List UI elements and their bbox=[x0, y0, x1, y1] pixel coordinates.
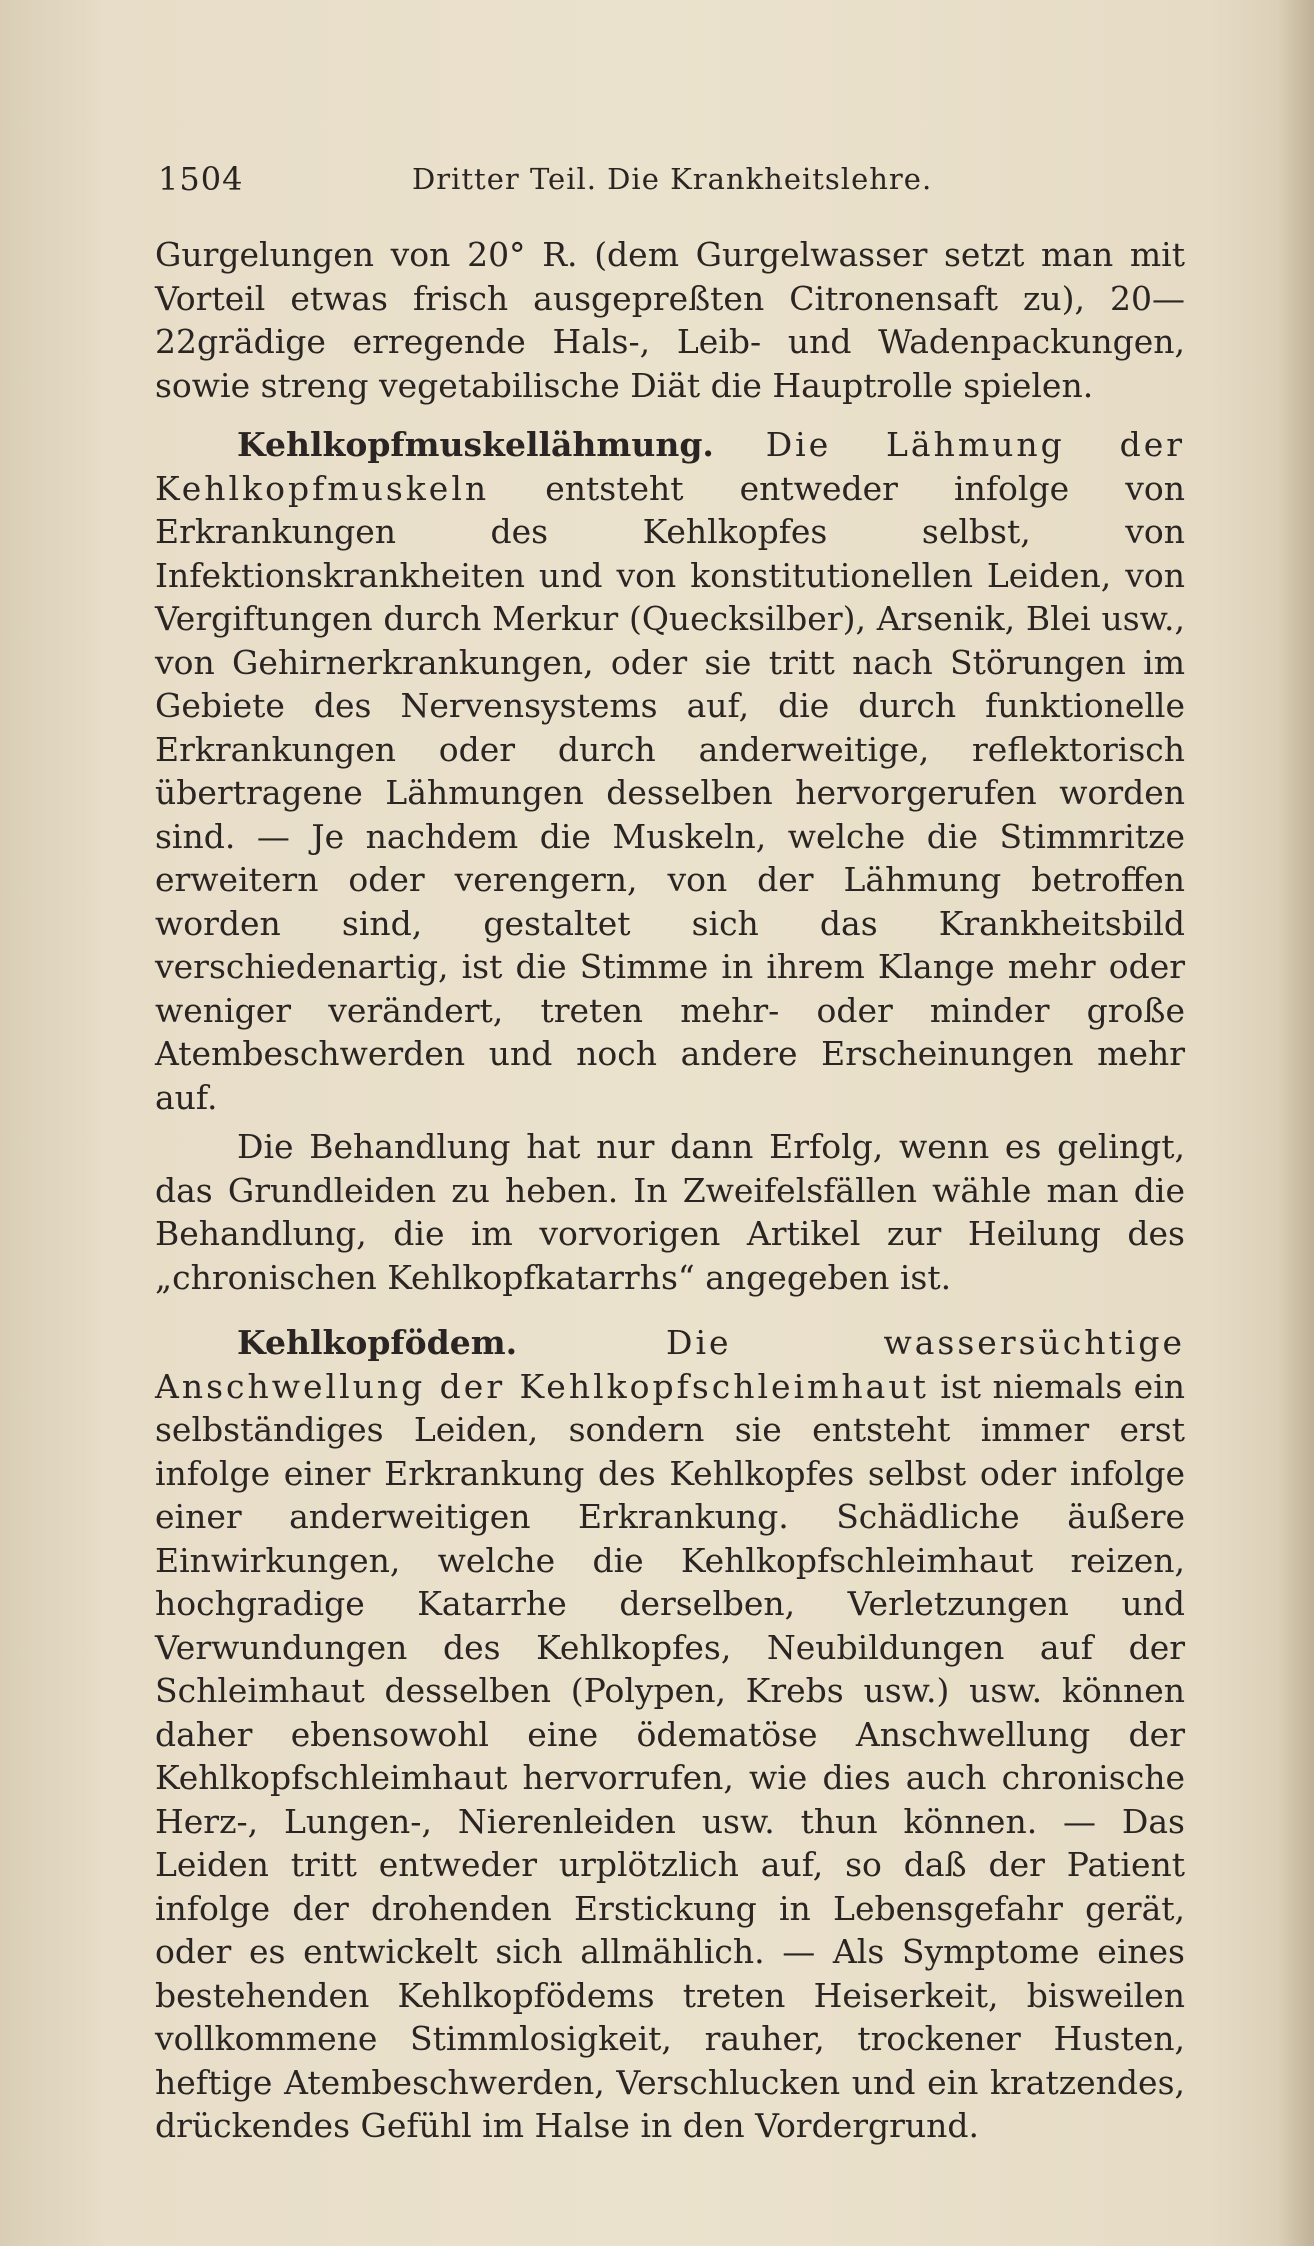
paragraph-continuation: Gurgelungen von 20° R. (dem Gurgelwasser setzt man mit Vorteil etwas frisch ausgepreßten Citronensaft zu), 20—22grädige erregende Hals-, Leib- und Wadenpackungen, sowie streng vegetabilische Diät die Hauptrolle spielen. bbox=[155, 235, 1185, 405]
page-number: 1504 bbox=[158, 160, 244, 198]
paragraph-kehlkopfoedem bbox=[155, 1321, 1185, 2148]
page-body bbox=[155, 233, 1185, 2148]
page-edge-shadow bbox=[1278, 0, 1314, 2246]
paragraph-behandlung: Die Behandlung hat nur dann Erfolg, wenn es gelingt, das Grundleiden zu heben. In Zweifelsfällen wähle man die Behandlung, die im vorvorigen Artikel zur Heilung des „chronischen Kehlkopfkatarrhs“ angegeben ist. bbox=[155, 1127, 1185, 1297]
running-head: Dritter Teil. Die Krankheitslehre. bbox=[412, 162, 933, 196]
section-heading: Kehlkopfmuskellähmung. bbox=[237, 425, 714, 464]
spaced-term: Die Lähmung der Kehlkopfmuskeln bbox=[155, 425, 1185, 508]
paragraph-kehlkopfmuskellaehmung bbox=[155, 423, 1185, 1119]
page-header bbox=[158, 160, 1183, 204]
spaced-term: Die wassersüchtige Anschwellung der Kehlkopfschleimhaut bbox=[155, 1323, 1185, 1406]
section-heading: Kehlkopfödem. bbox=[237, 1323, 518, 1362]
paragraph-text: entsteht entweder infolge von Erkrankungen des Kehlkopfes selbst, von Infektionskrankheiten und von konstitutionellen Leiden, von Vergiftungen durch Merkur (Quecksilber), Arsenik, Blei usw., von Gehirnerkrankungen, oder sie tritt nach Störungen im Gebiete des Nervensystems auf, die durch funktionelle Erkrankungen oder durch anderweitige, reflektorisch übertragene Lähmungen desselben hervorgerufen worden sind. — Je nachdem die Muskeln, welche die Stimmritze erweitern oder verengern, von der Lähmung betroffen worden sind, gestaltet sich das Krankheitsbild verschiedenartig, ist die Stimme in ihrem Klange mehr oder weniger verändert, treten mehr- oder minder große Atembeschwerden und noch andere Erscheinungen mehr auf. bbox=[155, 468, 1185, 1117]
paragraph-text: ist niemals ein selbständiges Leiden, sondern sie entsteht immer erst infolge einer Erkrankung des Kehlkopfes selbst oder infolge einer anderweitigen Erkrankung. Schädliche äußere Einwirkungen, welche die Kehlkopfschleimhaut reizen, hochgradige Katarrhe derselben, Verletzungen und Verwundungen des Kehlkopfes, Neubildungen auf der Schleimhaut desselben (Polypen, Krebs usw.) usw. können daher ebensowohl eine ödematöse Anschwellung der Kehlkopfschleimhaut hervorrufen, wie dies auch chronische Herz-, Lungen-, Nierenleiden usw. thun können. — Das Leiden tritt entweder urplötzlich auf, so daß der Patient infolge der drohenden Erstickung in Lebensgefahr gerät, oder es entwickelt sich allmählich. — Als Symptome eines bestehenden Kehlkopfödems treten Heiserkeit, bisweilen vollkommene Stimmlosigkeit, rauher, trockener Husten, heftige Atembeschwerden, Verschlucken und ein kratzendes, drückendes Gefühl im Halse in den Vordergrund. bbox=[155, 1366, 1185, 2145]
